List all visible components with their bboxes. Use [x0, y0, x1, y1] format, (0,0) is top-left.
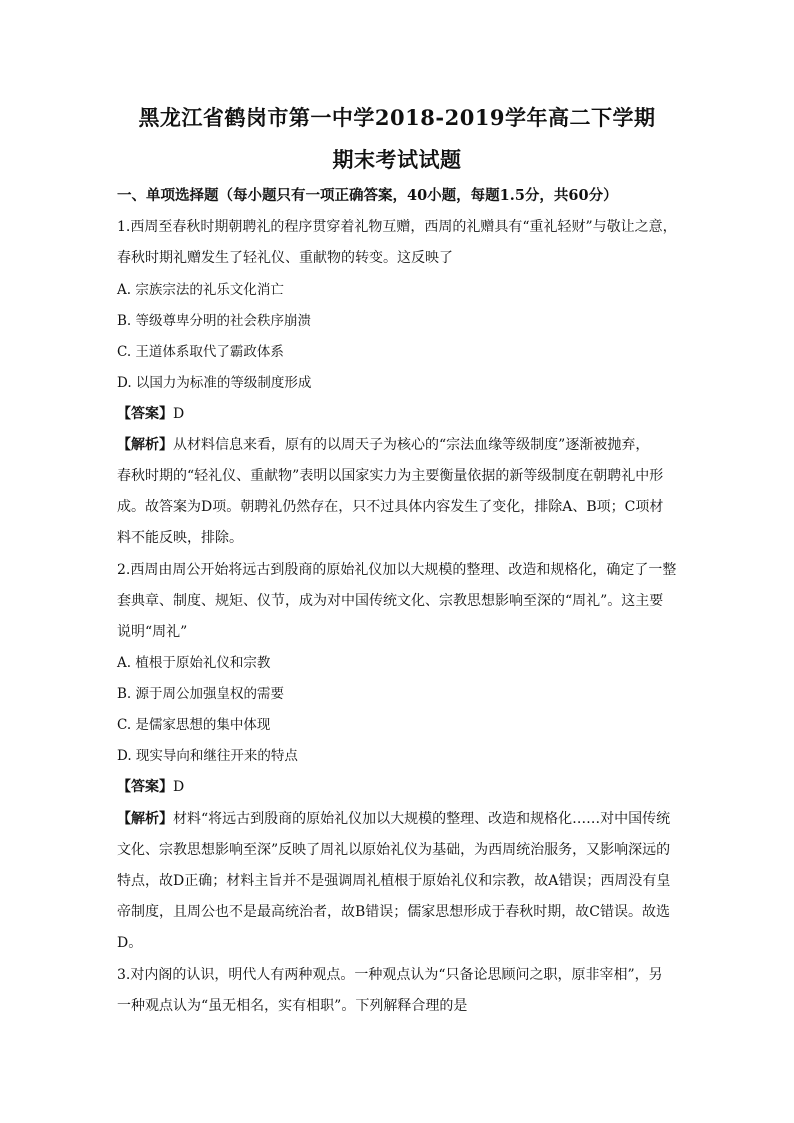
q2-answer	[117, 777, 687, 797]
q2-stem-line: 套典章、制度、规矩、仪节，成为对中国传统文化、宗教思想影响至深的“周礼”。这主要	[117, 593, 664, 609]
q3-stem-line: 一种观点认为“虽无相名，实有相职”。下列解释合理的是	[117, 998, 468, 1014]
q2-option-d: D. 现实导向和继往开来的特点	[117, 748, 298, 764]
analysis-tag: 【解析】	[117, 811, 173, 827]
q1-answer	[117, 404, 687, 424]
answer-tag: 【答案】	[117, 779, 173, 795]
q2-analysis-line: 文化、宗教思想影响至深”反映了周礼以原始礼仪为基础，为西周统治服务，又影响深远的	[117, 842, 671, 858]
q1-option-a: A. 宗族宗法的礼乐文化消亡	[117, 282, 284, 298]
q2-analysis-line: D。	[117, 935, 143, 951]
q2-stem-line: 说明“周礼”	[117, 624, 188, 640]
q2-analysis-line	[117, 809, 687, 829]
analysis-tag: 【解析】	[117, 437, 173, 453]
exam-subtitle: 期末考试试题	[332, 147, 462, 172]
answer-value: D	[173, 779, 185, 795]
q1-analysis-line: 成。故答案为D项。朝聘礼仍然存在，只不过具体内容发生了变化，排除A、B项；C项材	[117, 499, 664, 515]
q1-option-c: C. 王道体系取代了霸政体系	[117, 344, 284, 360]
exam-title: 黑龙江省鹤岗市第一中学2018-2019学年高二下学期	[138, 105, 656, 130]
q1-analysis-line	[117, 435, 687, 455]
answer-tag: 【答案】	[117, 406, 173, 422]
q2-option-a: A. 植根于原始礼仪和宗教	[117, 655, 271, 671]
q2-analysis-line: 帝制度，且周公也不是最高统治者，故B错误；儒家思想形成于春秋时期，故C错误。故选	[117, 904, 670, 920]
section-heading: 一、单项选择题（每小题只有一项正确答案，40小题，每题1.5分，共60分）	[117, 187, 618, 204]
q1-option-b: B. 等级尊卑分明的社会秩序崩溃	[117, 313, 312, 329]
q2-stem-line: 2.西周由周公开始将远古到殷商的原始礼仪加以大规模的整理、改造和规格化，确定了一整	[117, 562, 677, 578]
q2-option-b: B. 源于周公加强皇权的需要	[117, 686, 285, 702]
q1-stem-line: 春秋时期礼赠发生了轻礼仪、重献物的转变。这反映了	[117, 250, 453, 266]
q3-stem-line: 3.对内阁的认识，明代人有两种观点。一种观点认为“只备论思顾问之职，原非宰相”，另	[117, 967, 663, 983]
q2-option-c: C. 是儒家思想的集中体现	[117, 717, 271, 733]
analysis-text: 从材料信息来看，原有的以周天子为核心的“宗法血缘等级制度”逐渐被抛弃，	[173, 437, 650, 453]
analysis-text: 材料“将远古到殷商的原始礼仪加以大规模的整理、改造和规格化……对中国传统	[173, 811, 671, 827]
q2-analysis-line: 特点，故D正确；材料主旨并不是强调周礼植根于原始礼仪和宗教，故A错误；西周没有皇	[117, 873, 671, 889]
answer-value: D	[173, 406, 185, 422]
q1-stem-line: 1.西周至春秋时期朝聘礼的程序贯穿着礼物互赠，西周的礼赠具有“重礼轻财”与敬让之意，	[117, 219, 677, 235]
q1-analysis-line: 料不能反映，排除。	[117, 530, 243, 546]
q1-analysis-line: 春秋时期的“轻礼仪、重献物”表明以国家实力为主要衡量依据的新等级制度在朝聘礼中形	[117, 468, 664, 484]
q1-option-d: D. 以国力为标准的等级制度形成	[117, 375, 312, 391]
